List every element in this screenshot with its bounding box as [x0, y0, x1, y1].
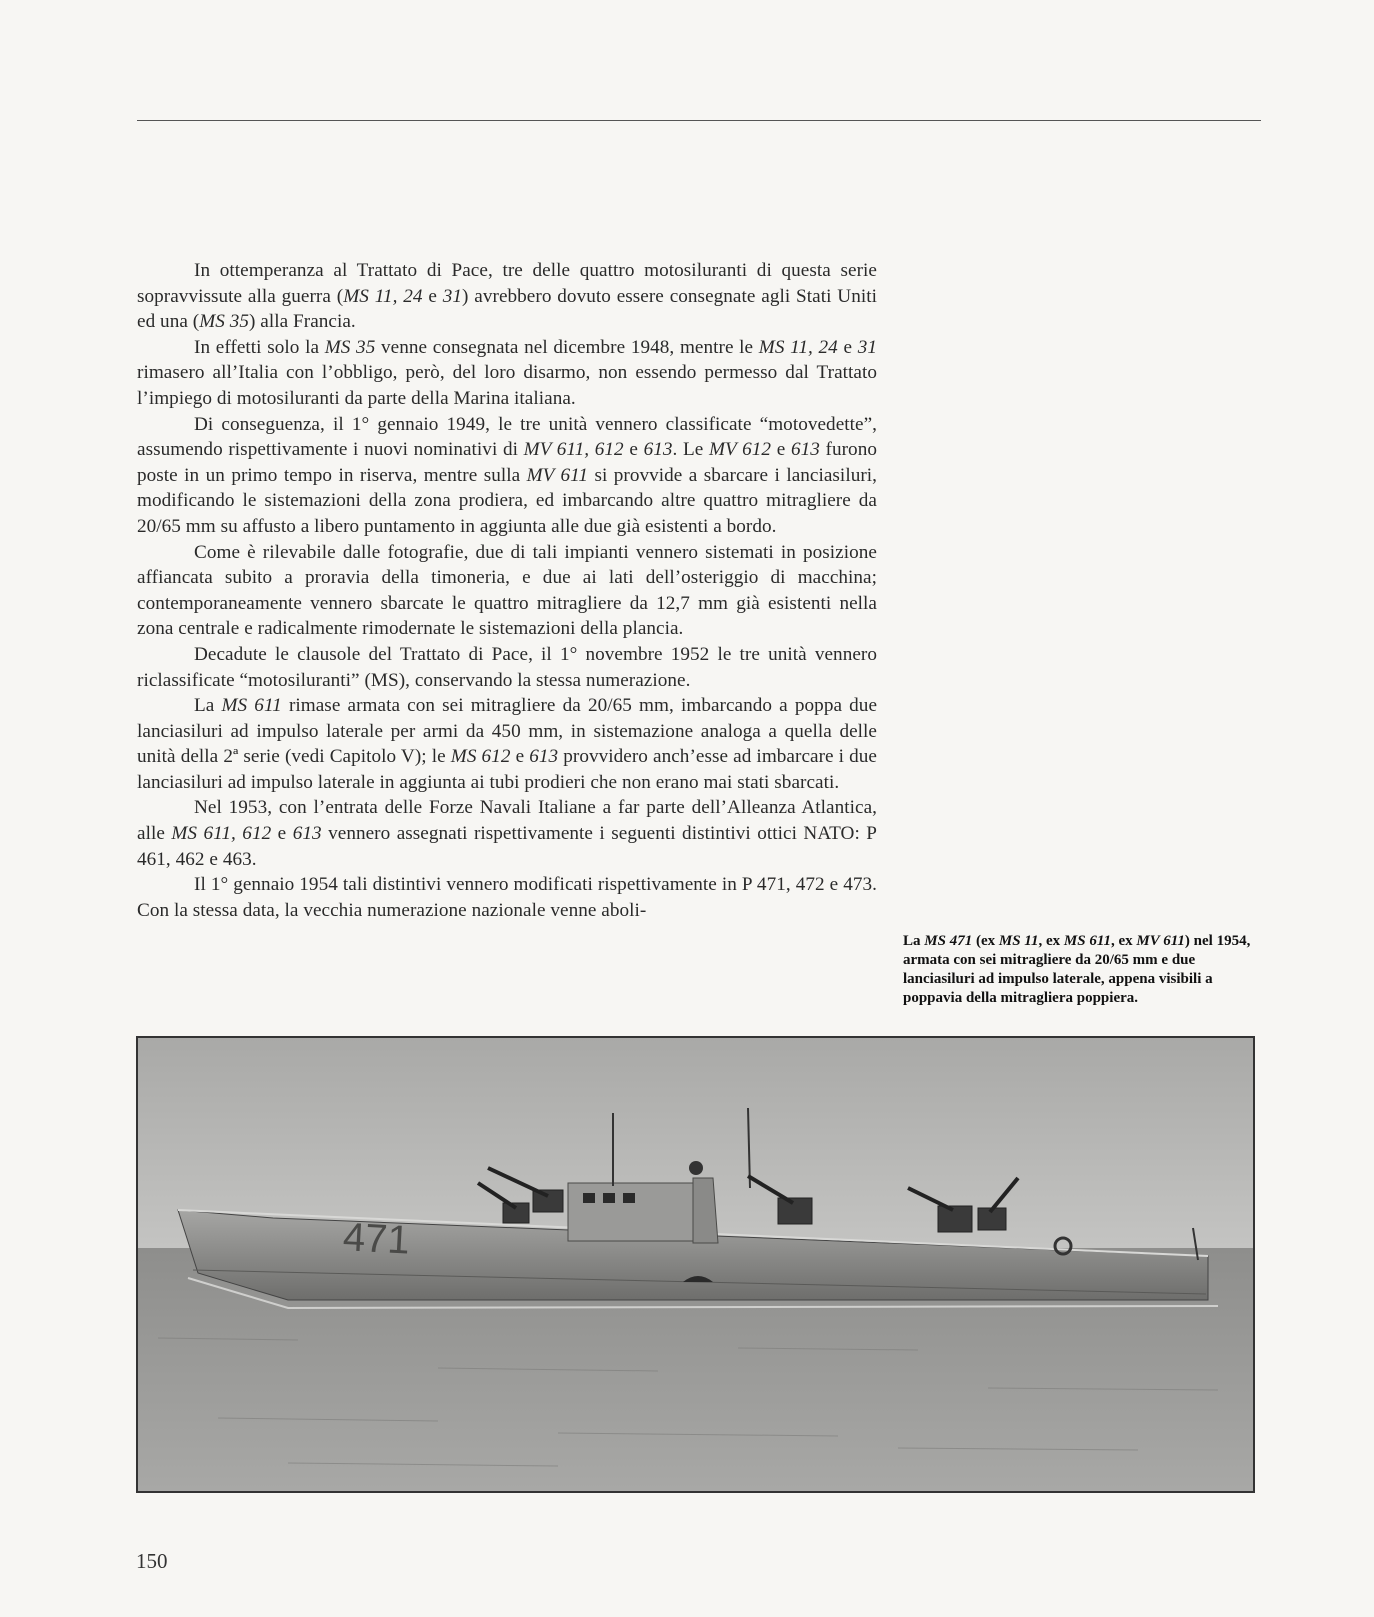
photo-caption	[903, 932, 1253, 1008]
text-run: Come è rilevabile dalle fotografie, due di tali impianti vennero sistemati in posizione affiancata subito a proravia della timoneria, e due ai lati dell’osteriggio di macchina; contemporaneamente vennero sbarcate le quattro mitragliere da 12,7 mm già esistenti nella zona centrale e radicalmente rimodernate le sistemazioni della plancia.	[137, 541, 877, 640]
body-paragraph	[137, 693, 877, 795]
body-paragraph	[137, 540, 877, 642]
hull-number: 471	[341, 1215, 411, 1263]
text-run: e	[271, 823, 293, 845]
italic-run: MS 612	[450, 746, 511, 768]
body-paragraph	[137, 642, 877, 693]
text-run: si provvide a sbarcare i lanciasiluri, modificando le sistemazioni della zona prodiera, ed imbarcando altre quattro mitragliere da 20/65 mm su affusto a libero puntamento in aggiunta alle due già esistenti a bordo.	[137, 464, 878, 537]
body-paragraph	[137, 412, 877, 540]
body-text	[137, 258, 877, 923]
boat-photo	[136, 1036, 1255, 1493]
italic-run: MS 11, 24	[343, 285, 423, 307]
italic-run: 613	[790, 439, 820, 461]
text-run: Il 1° gennaio 1954 tali distintivi vennero modificati rispettivamente in P 471, 472 e 473. Con la stessa data, la vecchia numerazione nazionale venne aboli-	[137, 874, 877, 921]
text-run: rimasero all’Italia con l’obbligo, però, del loro disarmo, non essendo permesso dal Trattato l’impiego di motosiluranti da parte della Marina italiana.	[137, 362, 877, 409]
italic-run: MV 611	[526, 464, 589, 486]
text-run: In ottemperanza al Trattato di Pace, tre delle quattro motosiluranti di questa serie sopravvissute alla guerra (	[137, 260, 877, 307]
text-run: venne consegnata nel dicembre 1948, mentre le	[375, 336, 759, 358]
italic-run: MS 611, 612	[171, 823, 272, 845]
text-run: ) avrebbero dovuto essere consegnate agli Stati Uniti ed una (	[137, 285, 877, 333]
body-paragraph	[137, 872, 877, 923]
text-run: La	[194, 695, 222, 717]
header-rule	[137, 120, 1261, 121]
italic-run: MS 35	[199, 311, 250, 333]
text-run: Di conseguenza, il 1° gennaio 1949, le tre unità vennero classificate “motovedette”, assumendo rispettivamente i nuovi nominativi di	[137, 413, 877, 461]
text-run: ) nel 1954, armata con sei mitragliere da 20/65 mm e due lanciasiluri ad impulso laterale, appena visibili a poppavia della mitragliera poppiera.	[903, 933, 1251, 1006]
text-run: . Le	[672, 439, 710, 461]
italic-run: 31	[442, 285, 463, 307]
italic-run: 613	[529, 746, 559, 768]
italic-run: MS 471	[924, 933, 973, 949]
text-run: , ex	[1038, 933, 1064, 949]
text-run: rimase armata con sei mitragliere da 20/65 mm, imbarcando a poppa due lanciasiluri ad impulso laterale per armi da 450 mm, in sistemazione analoga a quella delle unità della 2ª serie (vedi Capitolo V); le	[137, 695, 878, 768]
text-run: vennero assegnati rispettivamente i seguenti distintivi ottici NATO: P 461, 462 e 463.	[137, 823, 878, 870]
text-run: , ex	[1111, 933, 1137, 949]
page-number: 150	[136, 1549, 168, 1573]
italic-run: MS 611	[221, 695, 282, 717]
text-run: ) alla Francia.	[249, 311, 356, 333]
text-run: e	[771, 439, 791, 461]
text-run: La	[903, 933, 925, 949]
italic-run: 613	[292, 823, 322, 845]
text-run: In effetti solo la	[194, 336, 325, 358]
body-paragraph	[137, 335, 877, 412]
text-run: Decadute le clausole del Trattato di Pace, il 1° novembre 1952 le tre unità vennero riclassificate “motosiluranti” (MS), conservando la stessa numerazione.	[137, 643, 877, 691]
italic-run: MV 611	[1136, 933, 1185, 949]
text-run: e	[422, 285, 443, 307]
text-run: provvidero anch’esse ad imbarcare i due lanciasiluri ad impulso laterale in aggiunta ai tubi prodieri che non erano mai stati sbarcati.	[137, 746, 877, 793]
text-run: (ex	[972, 933, 999, 949]
text-run: e	[837, 336, 858, 358]
body-paragraph	[137, 258, 877, 335]
italic-run: 613	[643, 439, 673, 461]
italic-run: 31	[857, 336, 878, 358]
text-run: furono poste in un primo tempo in riserva, mentre sulla	[137, 439, 877, 486]
body-paragraph	[137, 795, 877, 872]
text-run: Nel 1953, con l’entrata delle Forze Navali Italiane a far parte dell’Alleanza Atlantica, alle	[137, 797, 877, 845]
italic-run: MS 11	[998, 933, 1039, 949]
italic-run: MV 612	[709, 439, 772, 461]
italic-run: MS 35	[324, 336, 376, 358]
text-run: e	[510, 746, 530, 768]
italic-run: MV 611, 612	[523, 439, 624, 461]
text-run: e	[623, 439, 644, 461]
italic-run: MS 11, 24	[758, 336, 838, 358]
italic-run: MS 611	[1063, 933, 1111, 949]
